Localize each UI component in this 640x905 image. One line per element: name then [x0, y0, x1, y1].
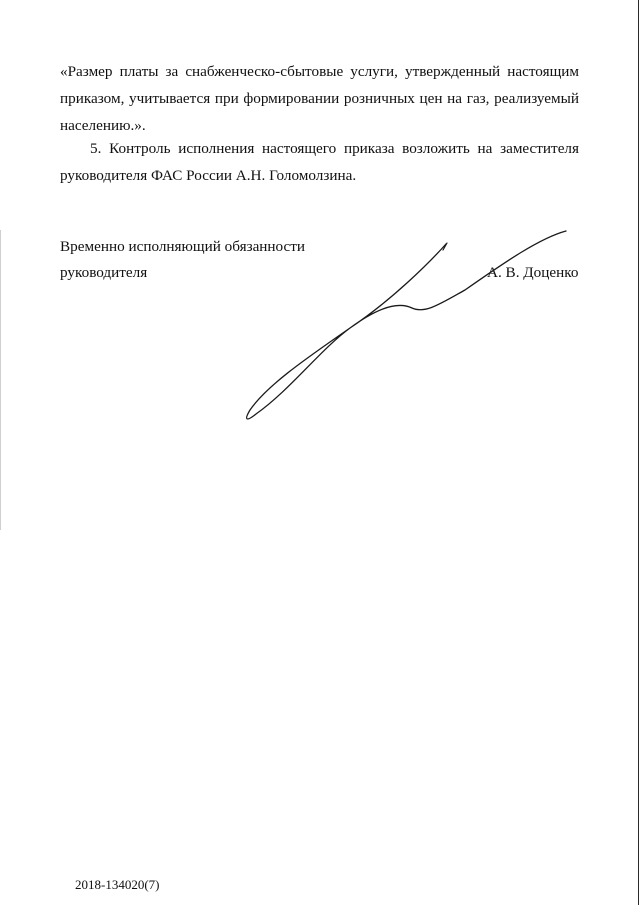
signatory-position [60, 234, 305, 286]
signatory-position-line1: Временно исполняющий обязанности [60, 238, 306, 255]
signature-tick [443, 243, 447, 250]
signatory-name: А. В. Доценко [487, 264, 579, 281]
document-number: 2018-134020(7) [75, 877, 160, 892]
paragraph-control-clause: 5. Контроль исполнения настоящего приказа возложить на заместителя руководителя ФАС России А.Н. Голомолзина. [60, 140, 579, 184]
scan-edge-right [638, 0, 639, 905]
scan-edge-left [0, 230, 1, 530]
signatory-position-line2: руководителя [60, 264, 148, 281]
paragraph-price-clause: «Размер платы за снабженческо-сбытовые услуги, утвержденный настоящим приказом, учитывается при формировании розничных цен на газ, реализуемый населению.». [60, 63, 579, 134]
